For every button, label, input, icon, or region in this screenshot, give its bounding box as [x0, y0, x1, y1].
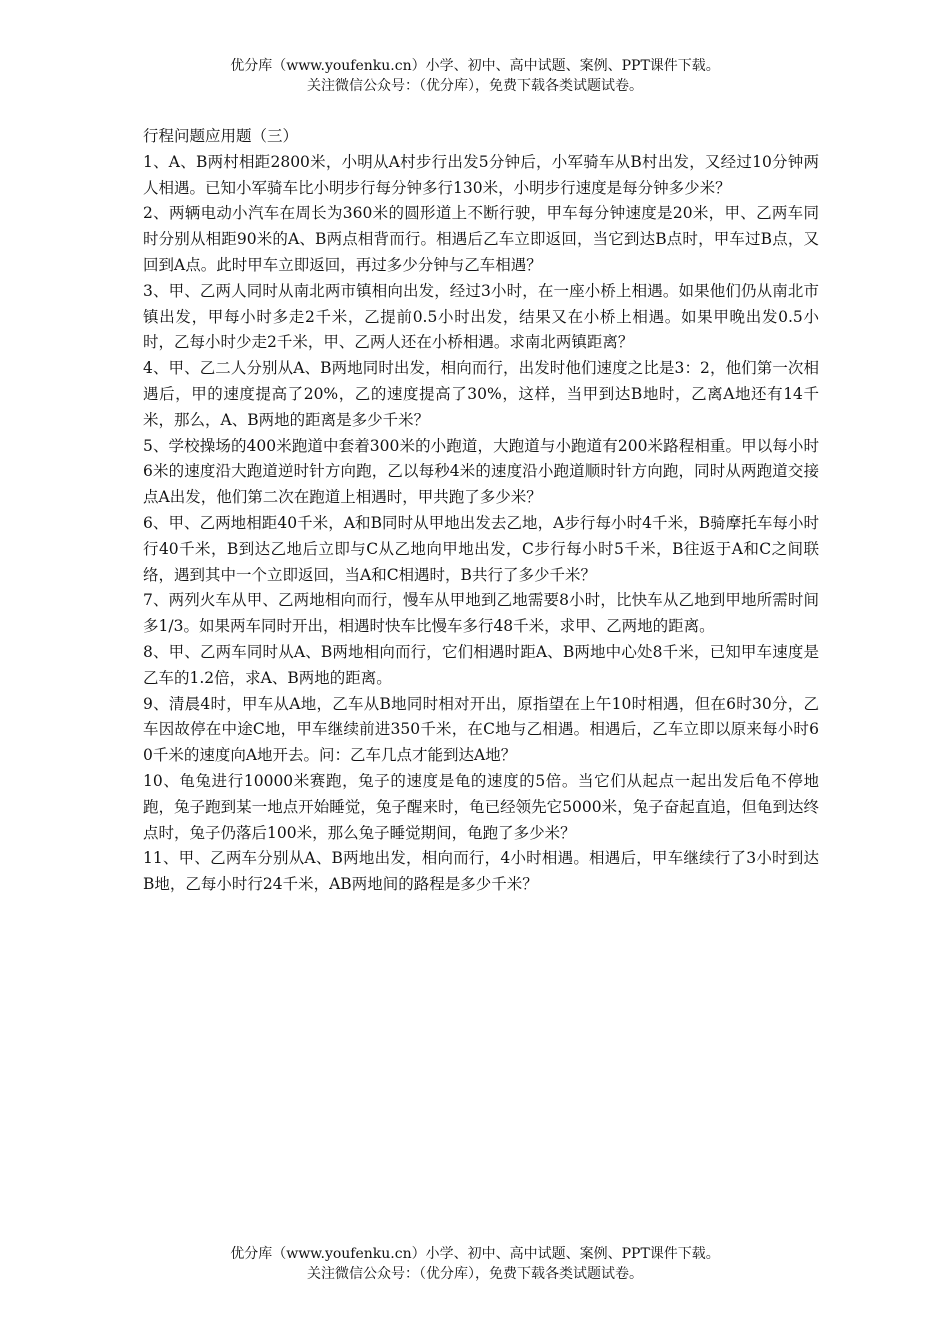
footer-line-2: 关注微信公众号：（优分库），免费下载各类试题试卷。: [307, 1266, 643, 1282]
question-4: 4、甲、乙二人分别从A、B两地同时出发，相向而行，出发时他们速度之比是3：2，他们第一次相遇后，甲的速度提高了20%，乙的速度提高了30%，这样，当甲到达B地时，乙离A地还有14千米，那么，A、B两地的距离是多少千米？: [143, 359, 819, 429]
question-2: 2、两辆电动小汽车在周长为360米的圆形道上不断行驶，甲车每分钟速度是20米，甲、乙两车同时分别从相距90米的A、B两点相背而行。相遇后乙车立即返回，当它到达B点时，甲车过B点，又回到A点。此时甲车立即返回，再过多少分钟与乙车相遇？: [143, 204, 819, 274]
question-5: 5、学校操场的400米跑道中套着300米的小跑道，大跑道与小跑道有200米路程相重。甲以每小时6米的速度沿大跑道逆时针方向跑，乙以每秒4米的速度沿小跑道顺时针方向跑，同时从两跑道交接点A出发，他们第二次在跑道上相遇时，甲共跑了多少米？: [143, 436, 819, 507]
page-header: [0, 56, 950, 96]
page-footer: [0, 1244, 950, 1284]
question-7: 7、两列火车从甲、乙两地相向而行，慢车从甲地到乙地需要8小时，比快车从乙地到甲地所需时间多1/3。如果两车同时开出，相遇时快车比慢车多行48千米，求甲、乙两地的距离。: [143, 591, 819, 636]
question-9: 9、清晨4时，甲车从A地，乙车从B地同时相对开出，原指望在上午10时相遇，但在6时30分，乙车因故停在中途C地，甲车继续前进350千米，在C地与乙相遇。相遇后，乙车立即以原来每小时60千米的速度向A地开去。问：乙车几点才能到达A地？: [143, 694, 819, 765]
footer-line-1: 优分库（www.youfenku.cn）小学、初中、高中试题、案例、PPT课件下载。: [230, 1246, 720, 1262]
question-8: 8、甲、乙两车同时从A、B两地相向而行，它们相遇时距A、B两地中心处8千米，已知甲车速度是乙车的1.2倍，求A、B两地的距离。: [143, 642, 819, 687]
question-3: 3、甲、乙两人同时从南北两市镇相向出发，经过3小时，在一座小桥上相遇。如果他们仍从南北市镇出发，甲每小时多走2千米，乙提前0.5小时出发，结果又在小桥上相遇。如果甲晚出发0.5小时，乙每小时少走2千米，甲、乙两人还在小桥相遇。求南北两镇距离？: [143, 281, 819, 352]
document-title: 行程问题应用题（三）: [143, 127, 299, 145]
document-body: [143, 124, 819, 898]
question-11: 11、甲、乙两车分别从A、B两地出发，相向而行，4小时相遇。相遇后，甲车继续行了3小时到达B地，乙每小时行24千米，AB两地间的路程是多少千米？: [143, 849, 819, 894]
question-1: 1、A、B两村相距2800米，小明从A村步行出发5分钟后，小军骑车从B村出发，又经过10分钟两人相遇。已知小军骑车比小明步行每分钟多行130米，小明步行速度是每分钟多少米？: [143, 152, 819, 197]
question-10: 10、龟兔进行10000米赛跑，兔子的速度是龟的速度的5倍。当它们从起点一起出发后龟不停地跑，兔子跑到某一地点开始睡觉，兔子醒来时，龟已经领先它5000米，兔子奋起直追，但龟到达终点时，兔子仍落后100米，那么兔子睡觉期间，龟跑了多少米？: [143, 771, 819, 842]
question-6: 6、甲、乙两地相距40千米，A和B同时从甲地出发去乙地，A步行每小时4千米，B骑摩托车每小时行40千米，B到达乙地后立即与C从乙地向甲地出发，C步行每小时5千米，B往返于A和C之间联络，遇到其中一个立即返回，当A和C相遇时，B共行了多少千米？: [143, 513, 819, 584]
header-line-2: 关注微信公众号：（优分库），免费下载各类试题试卷。: [307, 78, 643, 94]
header-line-1: 优分库（www.youfenku.cn）小学、初中、高中试题、案例、PPT课件下载。: [230, 58, 720, 74]
